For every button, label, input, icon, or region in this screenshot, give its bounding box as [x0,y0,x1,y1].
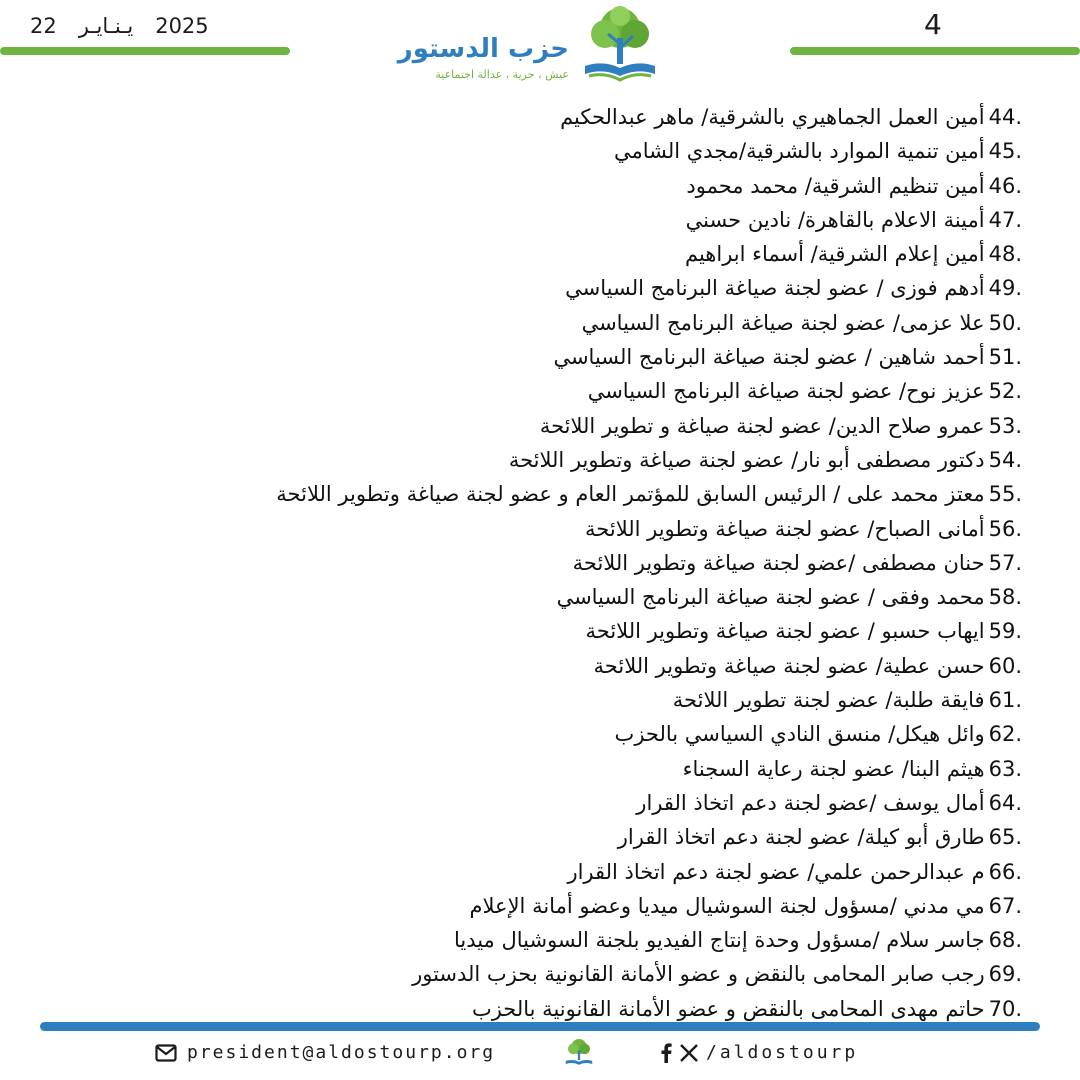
social-handle[interactable]: /aldostourp [706,1042,859,1063]
member-text: عمرو صلاح الدين/ عضو لجنة صياغة و تطوير اللائحة [539,413,985,438]
header-divider-right [790,47,1080,55]
member-number: 69. [988,962,1022,987]
member-item [42,477,1022,511]
member-item [42,374,1022,408]
member-item [42,717,1022,751]
date-year: 2025 [155,14,209,38]
member-number: 63. [988,756,1022,781]
footer [0,1042,1080,1072]
member-text: أمينة الاعلام بالقاهرة/ نادين حسني [685,207,985,232]
member-item [42,134,1022,168]
member-number: 58. [988,585,1022,610]
facebook-icon[interactable] [660,1043,672,1063]
member-number: 61. [988,688,1022,713]
member-number: 45. [988,139,1022,164]
member-item [42,649,1022,683]
member-text: مي مدني /مسؤول لجنة السوشيال ميديا وعضو أمانة الإعلام [469,893,985,918]
member-number: 49. [988,276,1022,301]
member-text: أمين تنمية الموارد بالشرقية/مجدي الشامي [613,139,985,164]
member-text: أدهم فوزى / عضو لجنة صياغة البرنامج السياسي [565,276,985,301]
envelope-icon [155,1044,177,1062]
member-text: جاسر سلام /مسؤول وحدة إنتاج الفيديو بلجنة السوشيال ميديا [453,928,985,953]
member-number: 48. [988,242,1022,267]
member-number: 46. [988,173,1022,198]
tree-book-logo-icon [575,4,665,86]
member-text: أمين إعلام الشرقية/ أسماء ابراهيم [684,242,985,267]
member-item [42,512,1022,546]
member-item [42,957,1022,991]
member-item [42,683,1022,717]
member-text: دكتور مصطفى أبو نار/ عضو لجنة صياغة وتطوير اللائحة [508,447,985,472]
member-item [42,237,1022,271]
member-text: وائل هيكل/ منسق النادي السياسي بالحزب [614,722,985,747]
member-item [42,889,1022,923]
header-divider-left [0,47,290,55]
member-text: أمال يوسف /عضو لجنة دعم اتخاذ القرار [636,790,985,815]
member-item [42,443,1022,477]
member-item [42,752,1022,786]
member-number: 47. [988,207,1022,232]
date [30,12,209,40]
member-item [42,306,1022,340]
member-item [42,100,1022,134]
member-number: 62. [988,722,1022,747]
member-item [42,786,1022,820]
member-text: علا عزمى/ عضو لجنة صياغة البرنامج السياسي [581,310,985,335]
date-day: 22 [30,14,57,38]
page-number: 4 [924,8,942,41]
party-name: حزب الدستور [397,34,569,64]
email-address[interactable]: president@aldostourp.org [187,1042,496,1063]
member-text: أمين تنظيم الشرقية/ محمد محمود [686,173,985,198]
member-number: 59. [988,619,1022,644]
tree-book-logo-small-icon [562,1036,596,1070]
member-item [42,169,1022,203]
member-item [42,203,1022,237]
member-text: حاتم مهدى المحامى بالنقض و عضو الأمانة القانونية بالحزب [471,996,985,1021]
member-text: حسن عطية/ عضو لجنة صياغة وتطوير اللائحة [593,653,985,678]
member-number: 60. [988,653,1022,678]
member-number: 67. [988,893,1022,918]
member-item [42,271,1022,305]
member-item [42,614,1022,648]
member-number: 64. [988,790,1022,815]
member-item [42,546,1022,580]
member-number: 52. [988,379,1022,404]
member-number: 51. [988,345,1022,370]
social-links[interactable] [660,1042,858,1063]
footer-divider [40,1022,1040,1031]
party-logo [397,4,665,86]
member-number: 44. [988,105,1022,129]
member-text: رجب صابر المحامى بالنقض و عضو الأمانة القانونية بحزب الدستور [412,962,985,987]
member-number: 70. [988,996,1022,1021]
member-text: هيثم البنا/ عضو لجنة رعاية السجناء [682,756,985,781]
member-number: 54. [988,447,1022,472]
member-number: 55. [988,482,1022,507]
member-item [42,580,1022,614]
member-text: طارق أبو كيلة/ عضو لجنة دعم اتخاذ القرار [617,825,985,850]
member-number: 68. [988,928,1022,953]
date-month: يـنـايـر [78,14,134,38]
party-tagline: عيش ، حرية ، عدالة اجتماعية [435,68,569,81]
member-item [42,992,1022,1026]
member-text: أمين العمل الجماهيري بالشرقية/ ماهر عبدالحكيم [560,105,985,129]
member-list [42,100,1022,1026]
member-item [42,923,1022,957]
member-item [42,340,1022,374]
member-text: ايهاب حسبو / عضو لجنة صياغة وتطوير اللائحة [585,619,985,644]
member-number: 57. [988,550,1022,575]
member-number: 53. [988,413,1022,438]
member-text: محمد وفقى / عضو لجنة صياغة البرنامج السياسي [556,585,985,610]
member-text: فايقة طلبة/ عضو لجنة تطوير اللائحة [672,688,985,713]
member-item [42,820,1022,854]
member-item [42,409,1022,443]
member-text: عزيز نوح/ عضو لجنة صياغة البرنامج السياسي [587,379,985,404]
member-number: 50. [988,310,1022,335]
member-number: 65. [988,825,1022,850]
member-text: معتز محمد على / الرئيس السابق للمؤتمر العام و عضو لجنة صياغة وتطوير اللائحة [276,482,985,507]
member-item [42,855,1022,889]
member-text: أحمد شاهين / عضو لجنة صياغة البرنامج السياسي [553,345,985,370]
member-number: 56. [988,516,1022,541]
member-number: 66. [988,859,1022,884]
member-text: م عبدالرحمن علمي/ عضو لجنة دعم اتخاذ القرار [567,859,985,884]
member-text: حنان مصطفى /عضو لجنة صياغة وتطوير اللائحة [572,550,985,575]
email-contact[interactable] [155,1042,495,1063]
member-text: أمانى الصباح/ عضو لجنة صياغة وتطوير اللائحة [585,516,985,541]
x-icon[interactable] [680,1044,698,1062]
